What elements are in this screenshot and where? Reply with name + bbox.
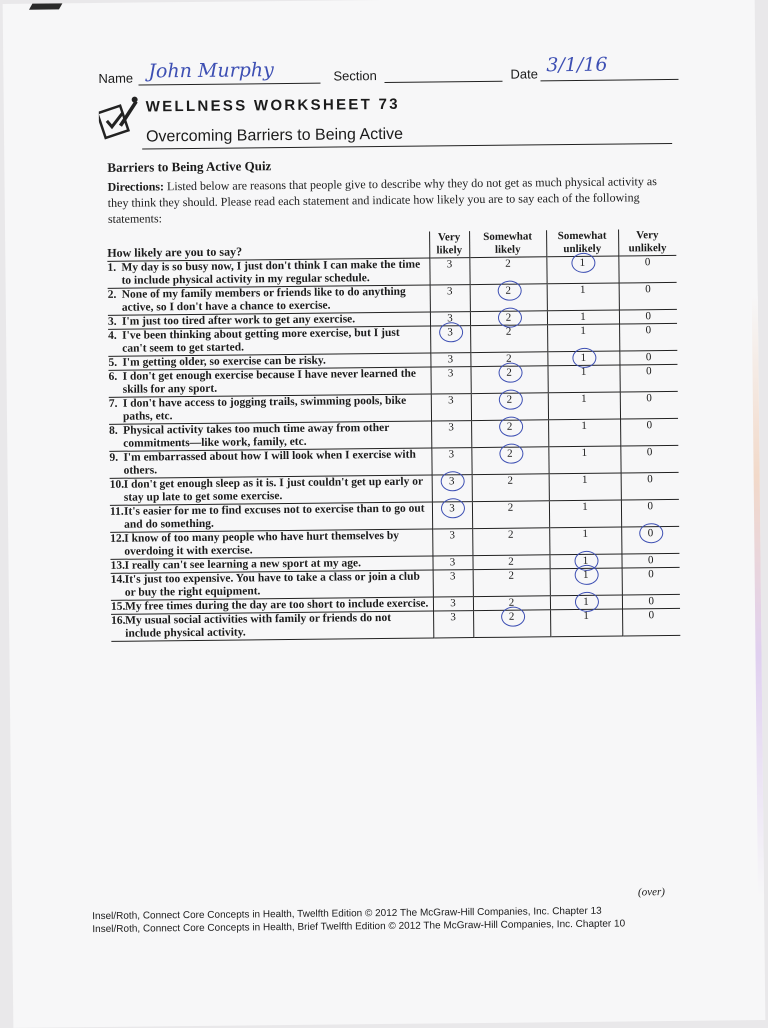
rating-value-circled: 2 [502,367,516,379]
rating-cell[interactable] [429,258,469,285]
worksheet-subtitle: Overcoming Barriers to Being Active [145,125,404,146]
rating-cell[interactable] [430,326,470,353]
statement-cell [109,421,431,451]
rating-cell[interactable] [472,528,549,556]
date-value: 3/1/16 [546,53,608,77]
rating-value: 1 [580,324,586,337]
statement-cell [108,326,430,356]
rating-value: 0 [645,365,652,378]
rating-cell[interactable] [431,394,471,421]
rating-value: 3 [447,353,454,366]
rating-value: 2 [505,325,512,338]
rating-cell[interactable] [473,610,550,638]
statement-number: 15. [110,600,126,613]
rating-value-circled: 1 [576,352,590,364]
rating-cell[interactable] [549,473,621,501]
rating-value-circled: 3 [443,326,457,338]
rating-value: 3 [448,448,455,461]
rating-cell[interactable] [472,474,549,502]
rating-cell[interactable] [549,500,621,528]
statement-number: 7. [108,397,118,410]
rating-cell[interactable] [432,556,472,570]
rating-cell[interactable] [470,325,547,353]
statement-number: 10. [109,478,125,491]
statement-cell [110,529,432,559]
rating-value-circled: 3 [445,502,459,514]
rating-cell[interactable] [547,283,619,311]
statement-cell [111,570,433,600]
rating-cell[interactable] [621,553,679,568]
page-edge-tint [752,296,764,896]
rating-cell[interactable] [548,419,620,447]
rating-cell[interactable] [473,569,550,597]
date-label: Date [510,66,538,82]
rating-cell[interactable] [470,311,547,326]
statement-number: 6. [108,370,118,383]
rating-value-circled: 1 [578,555,592,567]
rating-value: 1 [581,446,588,459]
statement-cell [109,367,431,397]
statement-number: 11. [109,505,124,518]
footer-line: Insel/Roth, Connect Core Concepts in Health, Brief Twelfth Edition © 2012 The McGraw-Hill Companies, Inc. Chapter 10 [92,918,626,936]
column-header: Somewhat likely [469,230,546,257]
rating-cell[interactable] [433,611,473,638]
rating-cell[interactable] [619,350,677,365]
rating-cell[interactable] [548,392,620,420]
section-label: Section [333,68,377,84]
section-field[interactable] [384,61,502,83]
name-field[interactable] [138,59,320,86]
rating-value: 0 [647,500,654,513]
rating-value: 3 [450,611,456,624]
rating-value: 2 [507,474,513,487]
rating-cell[interactable] [430,353,470,367]
statement-number: 13. [110,559,125,572]
rating-cell[interactable] [432,502,472,529]
rating-value: 0 [645,310,652,323]
rating-value-circled: 3 [445,475,459,487]
column-header: Somewhat unlikely [546,230,618,257]
rating-cell[interactable] [547,365,619,393]
statement-cell [110,502,432,532]
rating-cell[interactable] [619,282,677,310]
rating-value: 1 [582,500,588,513]
statement-text: I don't get enough exercise because I have never learned the skills for any sport. [122,367,417,396]
statement-text: I don't get enough sleep as it is. I just couldn't get up early or stay up late to get some exercise. [123,475,423,504]
statement-text: I'm just too tired after work to get any exercise. [121,313,356,328]
rating-cell[interactable] [620,445,678,473]
rating-cell[interactable] [619,323,677,351]
worksheet-title: WELLNESS WORKSHEET 73 [145,95,400,116]
rating-value: 1 [583,609,589,622]
statement-cell [107,258,429,288]
rating-value: 1 [581,419,587,432]
rating-value: 3 [446,258,453,271]
statement-text: I know of too many people who have hurt themselves by overdoing it with exercise. [124,529,400,558]
statement-number: 5. [108,356,118,369]
rating-value: 1 [579,283,586,296]
over-label: (over) [637,886,665,899]
statement-number: 14. [110,573,126,586]
rating-value-circled: 2 [502,394,516,406]
rating-cell[interactable] [433,570,473,597]
rating-cell[interactable] [550,609,622,637]
rating-cell[interactable] [432,529,472,556]
rating-cell[interactable] [621,526,679,554]
header-fields [98,55,678,91]
rating-value: 3 [449,556,456,569]
rating-value: 0 [645,351,652,364]
statement-cell [108,285,430,315]
rating-value: 2 [508,596,515,609]
rating-value-circled: 2 [505,611,519,623]
column-header: Very unlikely [618,229,676,256]
date-field[interactable] [540,53,678,81]
rating-value: 0 [646,446,653,459]
rating-cell[interactable] [620,391,678,419]
rating-value-circled: 1 [579,596,593,608]
rating-value: 0 [645,324,652,337]
rating-value-circled: 2 [503,421,517,433]
statement-text: It's easier for me to find excuses not to exercise than to go out and do something. [123,502,425,531]
worksheet-page [3,0,766,1028]
rating-value: 3 [449,570,456,583]
rating-cell[interactable] [547,310,619,325]
rating-value-circled: 0 [643,527,657,539]
quiz-title: Barriers to Being Active Quiz [107,158,272,175]
statement-number: 4. [108,329,117,342]
rating-cell[interactable] [471,447,548,475]
statement-text: Physical activity takes too much time away from other commitments—like work, family, etc. [123,421,390,450]
footer-credits [92,904,625,936]
statement-cell [109,448,431,478]
rating-value: 2 [505,257,511,270]
statement-text: I don't have access to jogging trails, swimming pools, bike paths, etc. [122,394,407,423]
rating-cell[interactable] [546,256,618,284]
name-label: Name [98,70,134,86]
directions-text: Listed below are reasons that people give to describe why they do not get as much physical activity as they think they should. Please read each statement and indicate how likely you are to say each of the following statements: [107,174,657,226]
rating-value: 1 [581,473,588,486]
statement-text: My day is so busy now, I just don't think I can make the time to include physical activity in my regular schedule. [121,258,421,287]
rating-cell[interactable] [548,446,620,474]
statement-number: 9. [109,451,119,464]
rating-value: 2 [507,501,514,514]
table-row [111,608,680,641]
rating-value: 1 [582,527,589,540]
statement-number: 12. [110,532,125,545]
column-header: Very likely [429,231,469,258]
rating-cell[interactable] [622,567,680,595]
rating-value: 2 [506,352,512,365]
rating-value: 3 [448,421,454,434]
rating-value: 3 [447,367,454,380]
rating-cell[interactable] [431,421,471,448]
rating-value: 3 [450,597,456,610]
rating-value: 2 [508,569,514,582]
rating-value-circled: 2 [501,285,515,297]
rating-value: 0 [648,595,655,608]
statement-cell [109,394,431,424]
name-value: John Murphy [148,59,274,83]
rating-value: 0 [645,283,651,296]
rating-value: 0 [647,554,654,567]
footer-line: Insel/Roth, Connect Core Concepts in Health, Twelfth Edition © 2012 The McGraw-Hill Companies, Inc. Chapter 13 [92,905,602,923]
rating-cell[interactable] [547,351,619,366]
statement-number: 3. [107,315,117,328]
directions-label: Directions: [107,179,165,194]
statement-number: 16. [111,614,126,627]
rating-cell[interactable] [621,472,679,500]
statement-number: 2. [107,288,117,301]
corner-mark [29,3,62,9]
statement-text: It's just too expensive. You have to take a class or join a club or buy the right equipment. [124,570,420,599]
statement-number: 1. [107,261,117,274]
statement-text: My usual social activities with family or friends do not include physical activity. [125,611,392,640]
rating-value-circled: 1 [579,569,593,581]
rating-value: 3 [446,285,453,298]
statement-cell [110,475,432,505]
rating-cell[interactable] [619,309,677,324]
rating-cell[interactable] [619,364,677,392]
rating-cell[interactable] [618,255,676,283]
rating-value: 0 [646,419,653,432]
statement-number: 8. [109,424,118,437]
statement-text: None of my family members or friends like to do anything active, so I don't have a chance to exercise. [121,285,406,314]
rating-value: 3 [448,394,454,407]
statement-text: My free times during the day are too short to include exercise. [124,597,429,613]
statement-cell [111,611,433,641]
rating-value: 0 [647,473,653,486]
rating-value-circled: 1 [575,257,589,269]
rating-value: 3 [447,312,453,325]
rating-cell[interactable] [430,367,470,394]
rating-cell[interactable] [472,555,549,570]
statement-text: I've been thinking about getting more exercise, but I just can't seem to get started. [122,326,400,355]
statement-text: I'm embarrassed about how I will look when I exercise with others. [123,448,416,477]
rating-cell[interactable] [433,597,473,611]
rating-cell[interactable] [622,594,680,609]
rating-value: 0 [646,392,652,405]
rating-value: 2 [507,528,514,541]
quiz-table [107,229,680,642]
directions [107,173,672,227]
question-header: How likely are you to say? [107,232,429,262]
rating-value: 2 [508,555,514,568]
pencil-checklist-icon [99,95,139,141]
statement-text: I'm getting older, so exercise can be risky. [122,354,326,369]
rating-cell[interactable] [622,608,680,636]
rating-value: 1 [580,310,586,323]
rating-value: 1 [580,365,587,378]
rating-cell[interactable] [620,418,678,446]
rating-value: 3 [449,529,456,542]
rating-value-circled: 2 [503,448,517,460]
rating-value: 0 [648,568,654,581]
rating-value: 0 [644,256,651,269]
rating-cell[interactable] [472,501,549,529]
rating-value-circled: 2 [501,312,515,324]
rating-cell[interactable] [430,285,470,312]
rating-value: 1 [581,392,587,405]
rating-cell[interactable] [550,595,622,610]
rating-value: 0 [648,609,655,622]
statement-text: I really can't see learning a new sport at my age. [124,557,362,572]
